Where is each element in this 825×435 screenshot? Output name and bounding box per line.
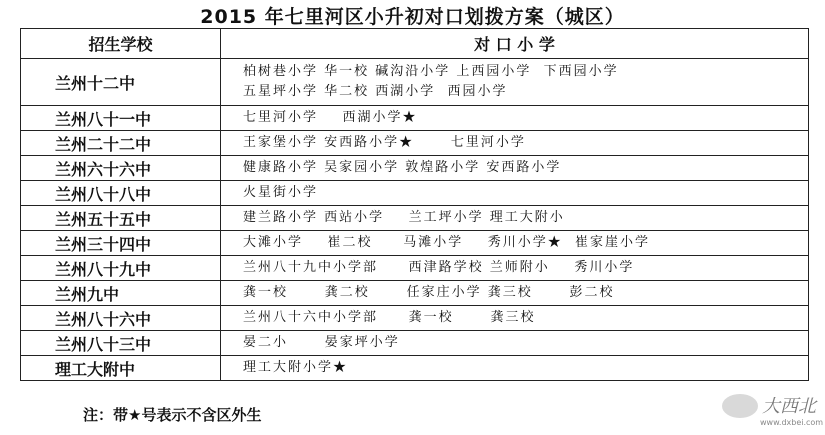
matched-primary-cell: 兰州八十九中小学部 西津路学校 兰师附小 秀川小学 [221, 256, 809, 281]
matched-primary-cell: 七里河小学 西湖小学★ [221, 106, 809, 131]
table-row [21, 256, 809, 281]
matched-primary-cell: 建兰路小学 西站小学 兰工坪小学 理工大附小 [221, 206, 809, 231]
table-row [21, 306, 809, 331]
matched-primary-cell: 王家堡小学 安西路小学★ 七里河小学 [221, 131, 809, 156]
table-row [21, 281, 809, 306]
table-row [21, 181, 809, 206]
enrolling-school-cell: 兰州八十一中 [21, 106, 221, 131]
enrolling-school-cell: 兰州三十四中 [21, 231, 221, 256]
watermark-logo [722, 392, 824, 432]
matched-primary-cell: 柏树巷小学 华一校 碱沟沿小学 上西园小学 下西园小学 五星坪小学 华二校 西湖小学 西园小学 [221, 59, 809, 106]
enrolling-school-cell: 兰州二十二中 [21, 131, 221, 156]
enrolling-school-cell: 理工大附中 [21, 356, 221, 381]
matched-primary-cell: 晏二小 晏家坪小学 [221, 331, 809, 356]
header-enrolling-school: 招生学校 [21, 29, 221, 59]
matched-primary-cell: 健康路小学 吴家园小学 敦煌路小学 安西路小学 [221, 156, 809, 181]
page-title: 2015 年七里河区小升初对口划拨方案（城区） [200, 6, 625, 28]
matched-primary-cell: 理工大附小学★ [221, 356, 809, 381]
enrolling-school-cell: 兰州八十八中 [21, 181, 221, 206]
matched-primary-cell: 龚一校 龚二校 任家庄小学 龚三校 彭二校 [221, 281, 809, 306]
enrolling-school-cell: 兰州八十三中 [21, 331, 221, 356]
table-row [21, 131, 809, 156]
table-header-row [21, 29, 809, 59]
enrolling-school-cell: 兰州九中 [21, 281, 221, 306]
table-row [21, 231, 809, 256]
header-matched-primary: 对 口 小 学 [221, 29, 809, 59]
table-row [21, 156, 809, 181]
table-row [21, 59, 809, 106]
enrolling-school-cell: 兰州五十五中 [21, 206, 221, 231]
table-row [21, 356, 809, 381]
table-row [21, 331, 809, 356]
enrolling-school-cell: 兰州六十六中 [21, 156, 221, 181]
enrolling-school-cell: 兰州十二中 [21, 59, 221, 106]
enrollment-table [20, 28, 809, 381]
watermark-name: 大西北 [762, 396, 816, 417]
enrolling-school-cell: 兰州八十六中 [21, 306, 221, 331]
matched-primary-cell: 兰州八十六中小学部 龚一校 龚三校 [221, 306, 809, 331]
matched-primary-cell: 火星街小学 [221, 181, 809, 206]
watermark-url: www.dxbei.com [760, 418, 824, 427]
table-row [21, 206, 809, 231]
logo-icon [722, 394, 758, 418]
table-row [21, 106, 809, 131]
matched-primary-cell: 大滩小学 崔二校 马滩小学 秀川小学★ 崔家崖小学 [221, 231, 809, 256]
enrolling-school-cell: 兰州八十九中 [21, 256, 221, 281]
footnote: 注：带★号表示不含区外生 [83, 406, 262, 424]
